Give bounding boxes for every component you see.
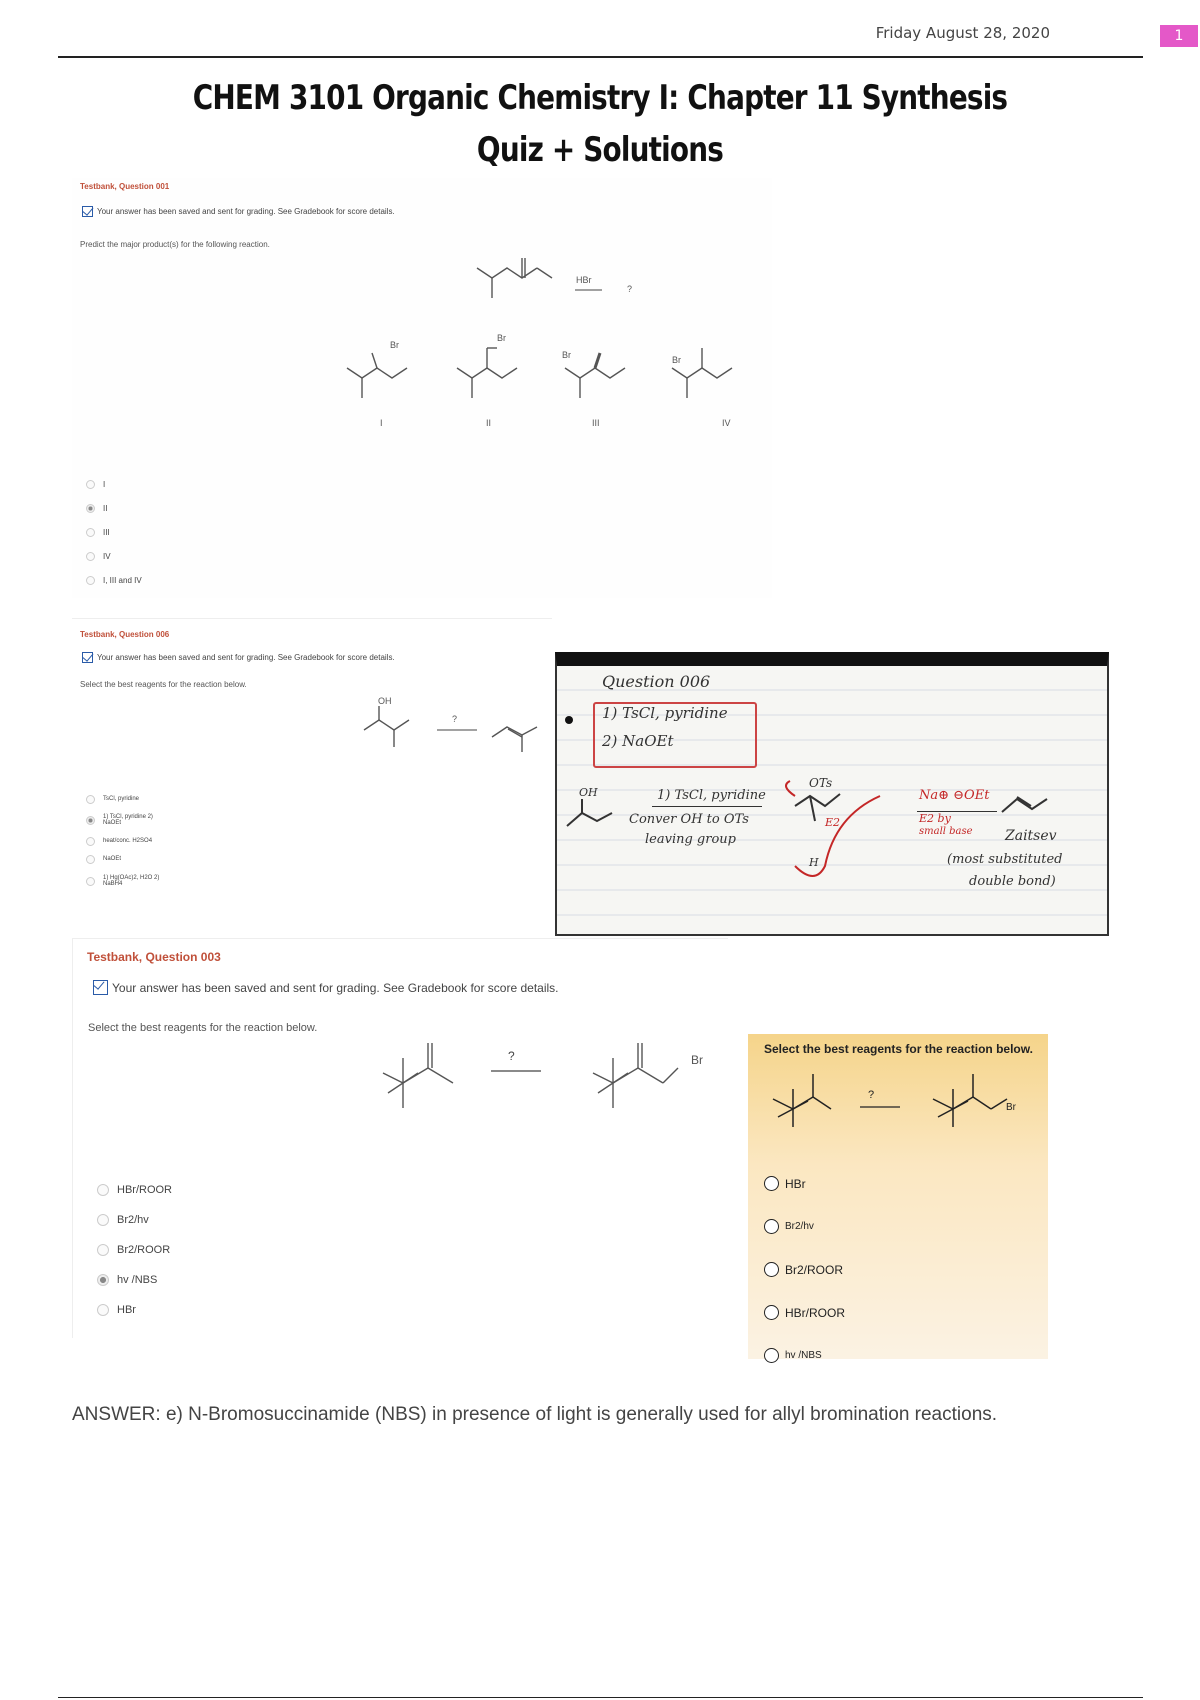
radio-icon[interactable] <box>764 1348 779 1363</box>
radio-icon[interactable] <box>97 1184 109 1196</box>
q006-option[interactable] <box>86 790 163 808</box>
q001-product-I-br: Br <box>390 340 399 350</box>
notes-h-label: H <box>809 856 819 869</box>
answer-text: ANSWER: e) N-Bromosuccinamide (NBS) in presence of light is generally used for allyl bromination reactions. <box>72 1404 998 1425</box>
q001-option[interactable] <box>86 568 142 592</box>
q003-alt-option[interactable] <box>764 1205 845 1248</box>
q001-option-label: I <box>103 479 106 489</box>
q006-panel <box>72 622 552 922</box>
q003-option[interactable] <box>97 1265 172 1295</box>
notes-zaitsev: Zaitsev <box>1005 828 1057 844</box>
radio-selected-icon[interactable] <box>86 816 95 825</box>
q006-options <box>86 790 163 894</box>
radio-icon[interactable] <box>86 877 95 886</box>
q001-option[interactable] <box>86 472 142 496</box>
q003-option-label: HBr <box>117 1304 136 1316</box>
radio-icon[interactable] <box>97 1214 109 1226</box>
notes-ots: OTs <box>809 776 833 790</box>
q006-top-rule <box>72 618 552 619</box>
radio-icon[interactable] <box>97 1244 109 1256</box>
q006-option[interactable] <box>86 868 163 894</box>
q001-reaction-diagram <box>72 178 772 438</box>
notes-step-reagent: 1) TsCl, pyridine <box>657 788 766 803</box>
q003-option-label: HBr/ROOR <box>117 1184 172 1196</box>
q001-label-III: III <box>592 418 600 428</box>
q001-option-label: IV <box>103 551 111 561</box>
radio-icon[interactable] <box>86 528 95 537</box>
radio-icon[interactable] <box>86 795 95 804</box>
q006-option-label: 1) TsCl, pyridine 2) NaOEt <box>103 814 153 826</box>
q001-product-III-br: Br <box>562 350 571 360</box>
q001-label-II: II <box>486 418 492 428</box>
notes-small-base: small base <box>919 826 973 837</box>
radio-icon[interactable] <box>86 576 95 585</box>
notes-arrow <box>652 806 762 807</box>
notes-e2-label: E2 <box>825 816 841 829</box>
q003-saved-text: Your answer has been saved and sent for grading. See Gradebook for score details. <box>112 980 559 995</box>
q003-arrow-label: ? <box>508 1049 515 1063</box>
page-number-badge: 1 <box>1160 25 1198 47</box>
q001-label-IV: IV <box>722 418 731 428</box>
page-subtitle: Quiz + Solutions <box>476 130 724 170</box>
q003-alt-option[interactable] <box>764 1291 845 1334</box>
q006-option-label: NaOEt <box>103 856 122 862</box>
q006-option-label: 1) Hg(OAc)2, H2O 2) NaBH4 <box>103 875 160 887</box>
notes-product-sketch <box>997 784 1097 824</box>
page-title: CHEM 3101 Organic Chemistry I: Chapter 11 Synthesis <box>192 78 1008 118</box>
radio-icon[interactable] <box>86 480 95 489</box>
notes-e2-by: E2 by <box>919 812 951 825</box>
q001-option[interactable] <box>86 496 142 520</box>
q001-options <box>86 472 142 592</box>
radio-selected-icon[interactable] <box>97 1274 109 1286</box>
q003-alt-option-label: HBr <box>785 1176 806 1191</box>
radio-icon[interactable] <box>86 855 95 864</box>
q001-reactant <box>477 258 552 298</box>
notes-most-sub: (most substituted <box>947 852 1063 867</box>
q003-option-label: Br2/ROOR <box>117 1244 171 1256</box>
q003-reaction-diagram <box>73 938 728 1138</box>
radio-icon[interactable] <box>97 1304 109 1316</box>
q001-product-II-br: Br <box>497 333 506 343</box>
notes-oh: OH <box>579 786 598 799</box>
q006-option[interactable] <box>86 832 163 850</box>
q003-prompt: Select the best reagents for the reaction below. <box>88 1022 318 1034</box>
q003-alt-br: Br <box>1006 1102 1016 1113</box>
radio-icon[interactable] <box>86 837 95 846</box>
q003-alt-option[interactable] <box>764 1248 845 1291</box>
q006-prompt: Select the best reagents for the reaction below. <box>80 680 247 689</box>
q003-alt-prompt: Select the best reagents for the reaction below. <box>764 1042 1033 1056</box>
q001-question-mark: ? <box>627 284 633 294</box>
notes-double-bond: double bond) <box>969 874 1056 889</box>
q003-alt-option-label: HBr/ROOR <box>785 1305 845 1320</box>
notes-explain-2: leaving group <box>645 832 736 847</box>
radio-icon[interactable] <box>86 552 95 561</box>
q003-option-label: Br2/hv <box>117 1214 149 1226</box>
q003-options <box>97 1175 172 1325</box>
radio-icon[interactable] <box>764 1305 779 1320</box>
q006-oh: OH <box>378 696 392 706</box>
q003-alt-option[interactable] <box>764 1162 845 1205</box>
footer-rule <box>58 1697 1143 1698</box>
q006-arrow-label: ? <box>452 714 458 724</box>
header-rule <box>58 56 1143 58</box>
q006-saved-text: Your answer has been saved and sent for grading. See Gradebook for score details. <box>97 653 395 662</box>
q006-option-label: heat/conc. H2SO4 <box>103 838 153 844</box>
q003-alt-options <box>764 1162 845 1377</box>
q001-option[interactable] <box>86 544 142 568</box>
q001-product-I <box>347 353 407 398</box>
q001-reagent: HBr <box>576 275 592 285</box>
radio-icon[interactable] <box>764 1262 779 1277</box>
q001-label-I: I <box>380 418 383 428</box>
q003-option[interactable] <box>97 1295 172 1325</box>
q001-panel <box>72 178 772 598</box>
q001-option-label: I, III and IV <box>103 575 142 585</box>
q001-product-IV <box>672 348 732 398</box>
q001-product-III <box>565 353 625 398</box>
q001-product-II <box>457 348 517 398</box>
q003-option[interactable] <box>97 1205 172 1235</box>
q003-option-label: hv /NBS <box>117 1274 158 1286</box>
radio-selected-icon[interactable] <box>86 504 95 513</box>
q001-option[interactable] <box>86 520 142 544</box>
q003-alt-arrow-label: ? <box>868 1089 875 1101</box>
q001-prompt: Predict the major product(s) for the following reaction. <box>80 240 270 249</box>
notes-mechanism-sketch <box>775 776 885 886</box>
q003-alt-option-label: Br2/hv <box>785 1221 814 1232</box>
radio-icon[interactable] <box>764 1219 779 1234</box>
q003-alt-option-label: Br2/ROOR <box>785 1262 844 1277</box>
q001-option-label: II <box>103 503 108 513</box>
notes-step-1: 1) TsCl, pyridine <box>602 704 728 722</box>
q003-heading: Testbank, Question 003 <box>87 950 221 964</box>
q003-alt-option[interactable] <box>764 1334 845 1377</box>
handwritten-notes-photo <box>555 652 1109 936</box>
q001-product-IV-br: Br <box>672 355 681 365</box>
q003-alt-diagram <box>748 1034 1048 1154</box>
q003-option[interactable] <box>97 1175 172 1205</box>
q006-reaction-diagram <box>72 622 552 762</box>
q003-option[interactable] <box>97 1235 172 1265</box>
q001-option-label: III <box>103 527 110 537</box>
q006-option[interactable] <box>86 850 163 868</box>
q001-saved-text: Your answer has been saved and sent for grading. See Gradebook for score details. <box>97 207 395 216</box>
notes-arrow-2 <box>917 811 997 812</box>
q003-photo-panel <box>748 1034 1048 1359</box>
bullet-icon <box>565 716 573 724</box>
date-label: Friday August 28, 2020 <box>875 24 1050 42</box>
q006-option[interactable] <box>86 808 163 832</box>
q003-panel <box>72 938 728 1338</box>
notes-naoet: Na⊕ ⊖OEt <box>919 788 990 803</box>
notes-explain-1: Conver OH to OTs <box>629 812 749 827</box>
notes-step-2: 2) NaOEt <box>602 732 674 750</box>
q006-heading: Testbank, Question 006 <box>80 630 170 639</box>
q003-alt-option-label: hv /NBS <box>785 1350 822 1361</box>
q001-heading: Testbank, Question 001 <box>80 182 170 191</box>
radio-icon[interactable] <box>764 1176 779 1191</box>
notes-title: Question 006 <box>602 672 711 691</box>
q006-option-label: TsCl, pyridine <box>103 796 140 802</box>
q003-br: Br <box>691 1053 703 1067</box>
